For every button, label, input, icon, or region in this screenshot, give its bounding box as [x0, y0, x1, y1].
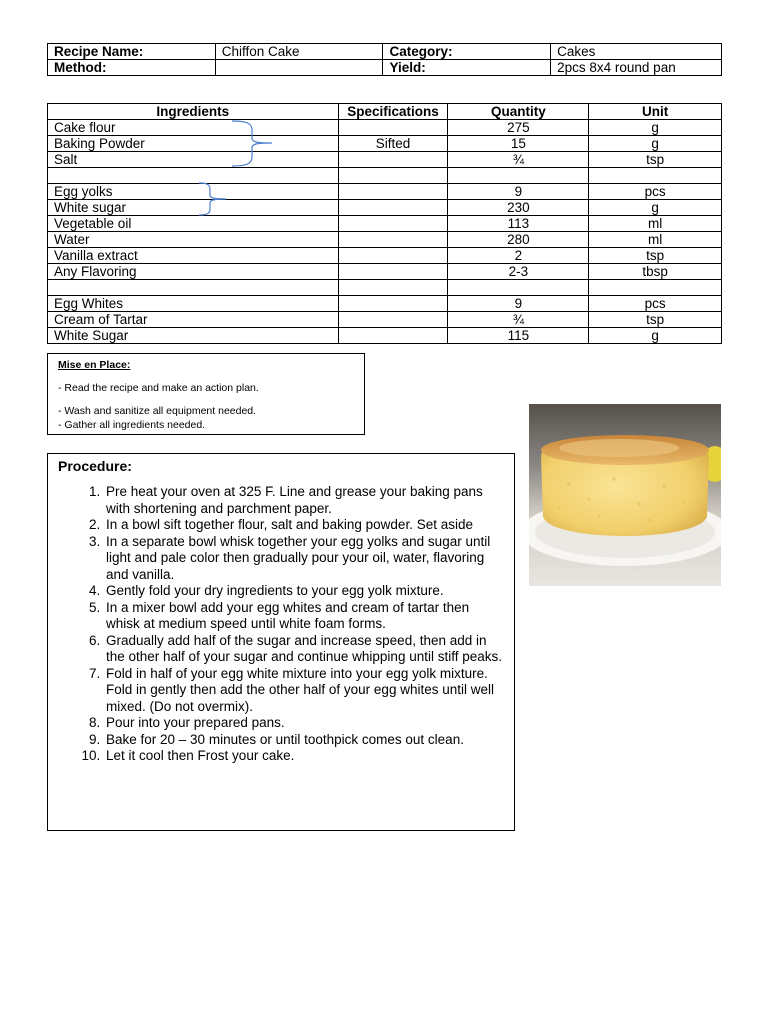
recipe-header-table	[47, 43, 722, 76]
ingredient-row	[48, 152, 722, 168]
ingredient-name-cell: Egg Whites	[48, 296, 339, 312]
ingredient-name-cell: Cream of Tartar	[48, 312, 339, 328]
category-value: Cakes	[551, 44, 722, 60]
method-label: Method:	[48, 60, 216, 76]
quantity-cell: 9	[448, 296, 589, 312]
quantity-cell: 9	[448, 184, 589, 200]
quantity-cell: 2	[448, 248, 589, 264]
method-value	[215, 60, 383, 76]
column-header: Quantity	[448, 104, 589, 120]
ingredient-name-cell: White Sugar	[48, 328, 339, 344]
header-row	[48, 44, 722, 60]
specification-cell	[338, 232, 448, 248]
quantity-cell: 113	[448, 216, 589, 232]
column-header: Unit	[589, 104, 722, 120]
column-header: Ingredients	[48, 104, 339, 120]
unit-cell	[589, 280, 722, 296]
ingredient-row	[48, 248, 722, 264]
quantity-cell: 115	[448, 328, 589, 344]
column-header: Specifications	[338, 104, 448, 120]
quantity-cell	[448, 280, 589, 296]
ingredient-row	[48, 200, 722, 216]
specification-cell	[338, 248, 448, 264]
procedure-step: 1. Pre heat your oven at 325 F. Line and grease your baking pans with shortening and parchment paper.	[104, 484, 504, 517]
ingredient-row	[48, 216, 722, 232]
ingredients-header-row	[48, 104, 722, 120]
unit-cell: g	[589, 200, 722, 216]
quantity-cell: ¾	[448, 312, 589, 328]
ingredient-row	[48, 136, 722, 152]
ingredient-name-cell: Vanilla extract	[48, 248, 339, 264]
unit-cell: tsp	[589, 152, 722, 168]
mise-en-place-item: - Wash and sanitize all equipment needed.	[58, 405, 257, 417]
quantity-cell	[448, 168, 589, 184]
ingredient-row	[48, 328, 722, 344]
specification-cell	[338, 120, 448, 136]
procedure-step: 4. Gently fold your dry ingredients to your egg yolk mixture.	[104, 583, 504, 600]
specification-cell	[338, 312, 448, 328]
ingredient-name-cell	[48, 168, 339, 184]
specification-cell	[338, 216, 448, 232]
cake-top-highlight	[559, 439, 679, 457]
ingredient-name-cell: Any Flavoring	[48, 264, 339, 280]
quantity-cell: 280	[448, 232, 589, 248]
ingredient-row	[48, 296, 722, 312]
specification-cell: Sifted	[338, 136, 448, 152]
ingredient-row	[48, 120, 722, 136]
specification-cell	[338, 200, 448, 216]
mise-en-place-box	[47, 353, 365, 435]
ingredient-name-cell: Cake flour	[48, 120, 339, 136]
specification-cell	[338, 264, 448, 280]
procedure-step: 5. In a mixer bowl add your egg whites and cream of tartar then whisk at medium speed until white foam forms.	[104, 600, 504, 633]
ingredient-row	[48, 280, 722, 296]
recipe-name-label: Recipe Name:	[48, 44, 216, 60]
ingredient-row	[48, 232, 722, 248]
procedure-step: 2. In a bowl sift together flour, salt and baking powder. Set aside	[104, 517, 504, 534]
procedure-steps	[58, 484, 504, 765]
specification-cell	[338, 184, 448, 200]
brace-path	[199, 183, 226, 215]
brace-yolk-ingredients	[196, 182, 228, 216]
specification-cell	[338, 168, 448, 184]
procedure-step: 6. Gradually add half of the sugar and increase speed, then add in the other half of your sugar and continue whipping until stiff peaks.	[104, 633, 504, 666]
specification-cell	[338, 152, 448, 168]
unit-cell: g	[589, 136, 722, 152]
brace-path	[232, 121, 272, 166]
header-row	[48, 60, 722, 76]
ingredients-body	[48, 120, 722, 344]
ingredients-table	[47, 103, 722, 344]
ingredient-name-cell: Baking Powder	[48, 136, 339, 152]
unit-cell: tsp	[589, 312, 722, 328]
unit-cell: g	[589, 328, 722, 344]
procedure-step: 10. Let it cool then Frost your cake.	[104, 748, 504, 765]
quantity-cell: ¾	[448, 152, 589, 168]
unit-cell	[589, 168, 722, 184]
procedure-step: 8. Pour into your prepared pans.	[104, 715, 504, 732]
yield-label: Yield:	[383, 60, 551, 76]
unit-cell: tbsp	[589, 264, 722, 280]
unit-cell: tsp	[589, 248, 722, 264]
mise-en-place-item: - Read the recipe and make an action plan.	[58, 382, 259, 394]
specification-cell	[338, 280, 448, 296]
procedure-box	[47, 453, 515, 831]
unit-cell: g	[589, 120, 722, 136]
ingredient-name-cell: White sugar	[48, 200, 339, 216]
quantity-cell: 15	[448, 136, 589, 152]
quantity-cell: 275	[448, 120, 589, 136]
unit-cell: pcs	[589, 184, 722, 200]
yield-value: 2pcs 8x4 round pan	[551, 60, 722, 76]
procedure-step: 7. Fold in half of your egg white mixture into your egg yolk mixture. Fold in gently then add the other half of your egg whites until well mixed. (Do not overmix).	[104, 666, 504, 716]
brace-dry-ingredients	[228, 120, 278, 168]
unit-cell: ml	[589, 232, 722, 248]
procedure-step: 3. In a separate bowl whisk together your egg yolks and sugar until light and pale color then gradually pour your oil, water, flavoring and vanilla.	[104, 534, 504, 584]
procedure-title: Procedure:	[58, 458, 132, 474]
category-label: Category:	[383, 44, 551, 60]
quantity-cell: 2-3	[448, 264, 589, 280]
unit-cell: ml	[589, 216, 722, 232]
ingredient-name-cell	[48, 280, 339, 296]
ingredient-name-cell: Water	[48, 232, 339, 248]
ingredient-row	[48, 168, 722, 184]
mise-en-place-title: Mise en Place:	[58, 359, 131, 371]
ingredient-row	[48, 184, 722, 200]
procedure-step: 9. Bake for 20 – 30 minutes or until toothpick comes out clean.	[104, 732, 504, 749]
ingredient-row	[48, 264, 722, 280]
mise-en-place-item: - Gather all ingredients needed.	[58, 419, 206, 431]
chiffon-cake-photo	[529, 404, 721, 586]
specification-cell	[338, 328, 448, 344]
recipe-name-value: Chiffon Cake	[215, 44, 383, 60]
unit-cell: pcs	[589, 296, 722, 312]
ingredient-row	[48, 312, 722, 328]
ingredient-name-cell: Salt	[48, 152, 339, 168]
ingredient-name-cell: Vegetable oil	[48, 216, 339, 232]
specification-cell	[338, 296, 448, 312]
ingredient-name-cell: Egg yolks	[48, 184, 339, 200]
quantity-cell: 230	[448, 200, 589, 216]
